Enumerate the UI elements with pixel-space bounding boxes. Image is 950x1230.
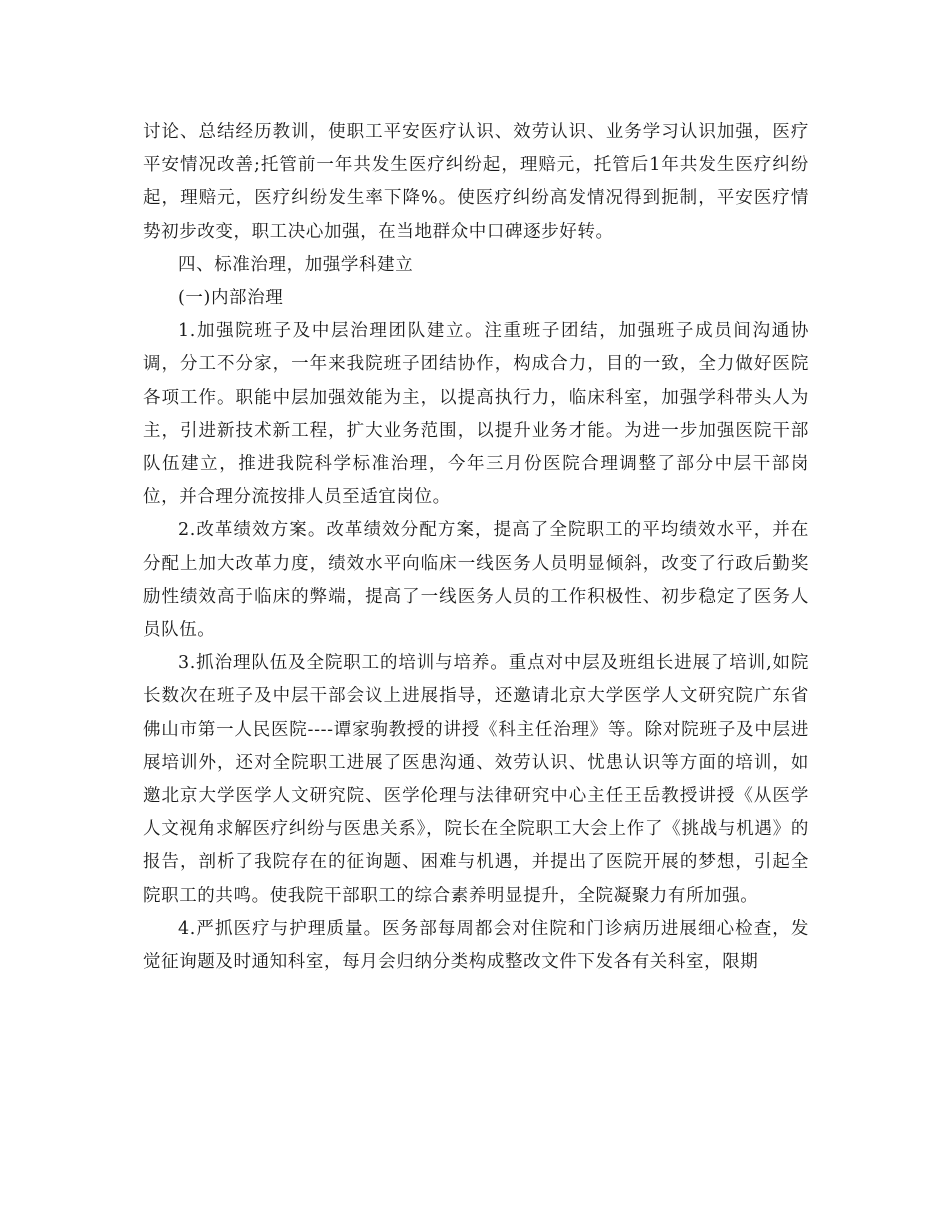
subsection-heading: (一)内部治理 (178, 288, 284, 309)
paragraph-item-4: 4.严抓医疗与护理质量。医务部每周都会对住院和门诊病历进展细心检查，发觉征询题及时通知科室，每月会归纳分类构成整改文件下发各有关科室，限期 (143, 918, 809, 973)
paragraph-item-2: 2.改革绩效方案。改革绩效分配方案，提高了全院职工的平均绩效水平，并在分配上加大改革力度，绩效水平向临床一线医务人员明显倾斜，改变了行政后勤奖励性绩效高于临床的弊端，提高了一线医务人员的工作积极性、初步稳定了医务人员队伍。 (143, 520, 809, 641)
section-heading: 四、标准治理，加强学科建立 (178, 254, 414, 275)
paragraph-continued: 讨论、总结经历教训，使职工平安医疗认识、效劳认识、业务学习认识加强，医疗平安情况改善;托管前一年共发生医疗纠纷起，理赔元，托管后1年共发生医疗纠纷起，理赔元，医疗纠纷发生率下降%。使医疗纠纷高发情况得到扼制，平安医疗情势初步改变，职工决心加强，在当地群众中口碑逐步好转。 (143, 122, 809, 242)
document-body (143, 116, 809, 979)
paragraph-item-3: 3.抓治理队伍及全院职工的培训与培养。重点对中层及班组长进展了培训,如院长数次在班子及中层干部会议上进展指导，还邀请北京大学医学人文研究院广东省佛山市第一人民医院----谭家驹教授的讲授《科主任治理》等。除对院班子及中层进展培训外，还对全院职工进展了医患沟通、效劳认识、忧患认识等方面的培训，如邀北京大学医学人文研究院、医学伦理与法律研究中心主任王岳教授讲授《从医学人文视角求解医疗纠纷与医患关系》，院长在全院职工大会上作了《挑战与机遇》的报告，剖析了我院存在的征询题、困难与机遇，并提出了医院开展的梦想，引起全院职工的共鸣。使我院干部职工的综合素养明显提升，全院凝聚力有所加强。 (143, 653, 809, 906)
paragraph-item-1: 1.加强院班子及中层治理团队建立。注重班子团结，加强班子成员间沟通协调，分工不分家，一年来我院班子团结协作，构成合力，目的一致，全力做好医院各项工作。职能中层加强效能为主，以提高执行力，临床科室，加强学科带头人为主，引进新技术新工程，扩大业务范围，以提升业务才能。为进一步加强医院干部队伍建立，推进我院科学标准治理，今年三月份医院合理调整了部分中层干部岗位，并合理分流按排人员至适宜岗位。 (143, 321, 809, 508)
